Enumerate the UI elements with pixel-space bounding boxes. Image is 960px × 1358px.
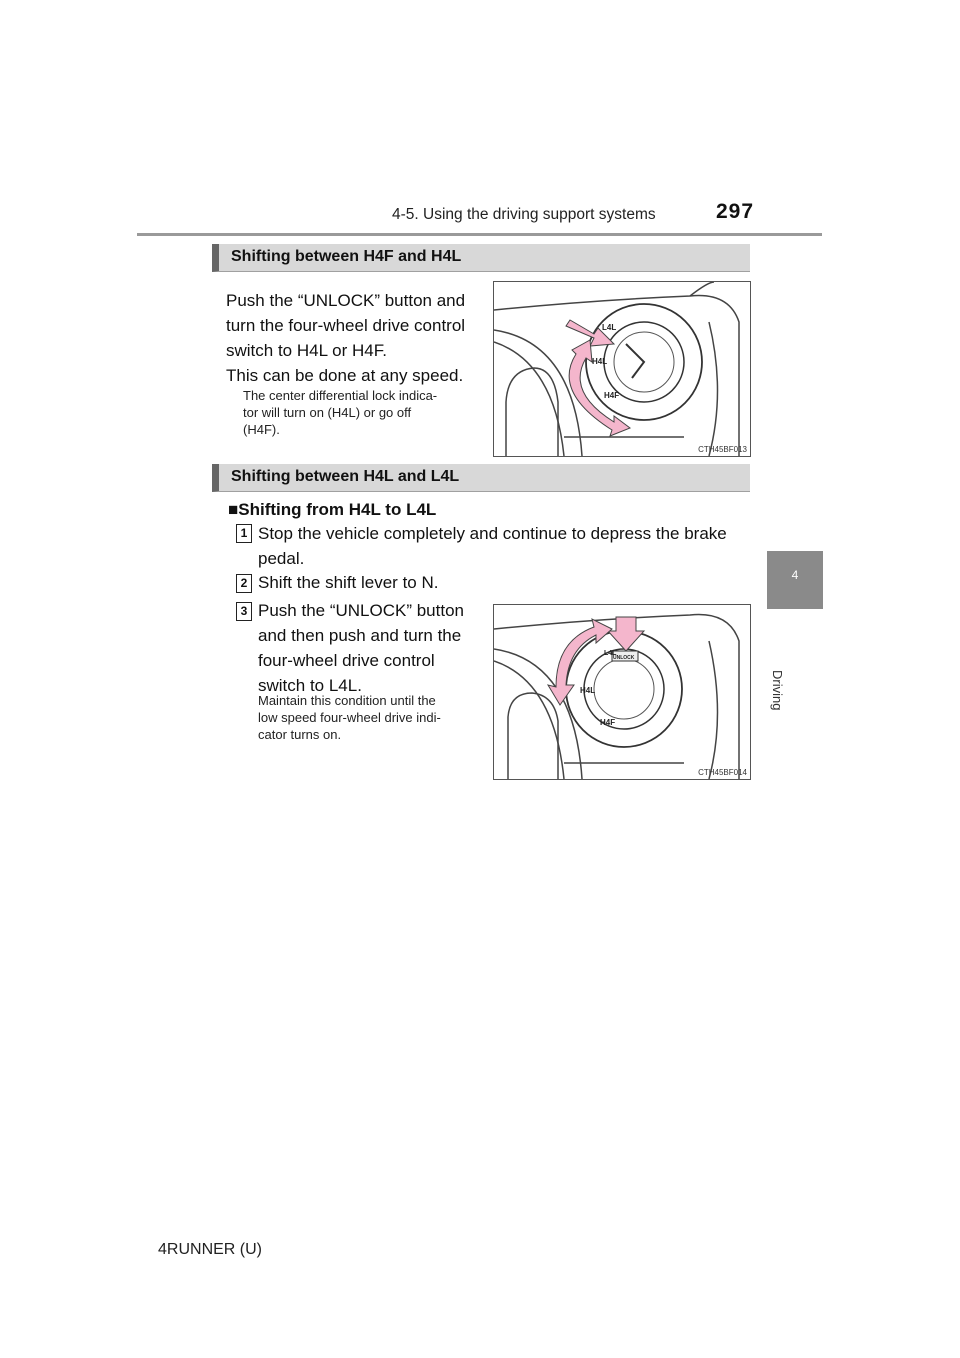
text-line: four-wheel drive control [258, 651, 435, 670]
chapter-label: Driving [770, 670, 785, 711]
header-section-title: 4-5. Using the driving support systems [392, 206, 656, 223]
section1-note [243, 387, 482, 438]
text-line: Stop the vehicle completely and continue to depress the brake [258, 524, 727, 543]
text-line: Push the “UNLOCK” button [258, 601, 464, 620]
header-rule [137, 233, 822, 236]
note-line: cator turns on. [258, 727, 342, 742]
note-line: low speed four-wheel drive indi- [258, 710, 441, 725]
chapter-number: 4 [791, 568, 799, 582]
figure-code: CTH45BF014 [698, 768, 747, 777]
text-line: pedal. [258, 549, 305, 568]
text-line: switch to L4L. [258, 676, 362, 695]
note-line: Maintain this condition until the [258, 693, 436, 708]
subheading [228, 497, 436, 522]
step2-text: Shift the shift lever to N. [258, 573, 439, 592]
section-heading-text: Shifting between H4F and H4L [231, 248, 462, 265]
note-line: The center differential lock indica- [243, 388, 438, 403]
note-line: tor will turn on (H4L) or go off [243, 405, 412, 420]
text-line: switch to H4L or H4F. [226, 341, 387, 360]
figure-code: CTH45BF013 [698, 445, 747, 454]
subheading-text: Shifting from H4L to L4L [238, 500, 437, 519]
section-heading-h4l-l4l [212, 464, 750, 492]
dial-label-l4l: L4L [602, 323, 617, 332]
dial-label-h4l: H4L [580, 686, 596, 695]
step-number-1: 1 [236, 524, 252, 543]
section1-paragraph [226, 288, 482, 388]
figure-4wd-switch-h4f-h4l [493, 281, 751, 457]
text-line: turn the four-wheel drive control [226, 316, 466, 335]
section-heading-h4f-h4l [212, 244, 750, 272]
figure-4wd-switch-h4l-l4l [493, 604, 751, 780]
dial-illustration [494, 282, 750, 456]
step3-note [258, 692, 482, 743]
dial-label-h4f: H4F [604, 391, 620, 400]
text-line: Push the “UNLOCK” button and [226, 291, 466, 310]
dial-label-h4f: H4F [600, 718, 616, 727]
step-number-3: 3 [236, 602, 252, 621]
subheading-marker: ■ [228, 500, 239, 519]
dial-label-unlock: UNLOCK [613, 655, 635, 661]
dial-illustration [494, 605, 750, 779]
step1-text [258, 521, 744, 571]
footer-model: 4RUNNER (U) [158, 1241, 262, 1258]
note-line: (H4F). [243, 422, 280, 437]
text-line: and then push and turn the [258, 626, 462, 645]
step3-text [258, 598, 482, 698]
step-number-2: 2 [236, 574, 252, 593]
text-line: This can be done at any speed. [226, 366, 464, 385]
dial-label-h4l: H4L [592, 357, 608, 366]
page-number: 297 [716, 200, 755, 223]
section-heading-text: Shifting between H4L and L4L [231, 468, 460, 485]
dial-label-l4l: L4L [604, 650, 617, 657]
